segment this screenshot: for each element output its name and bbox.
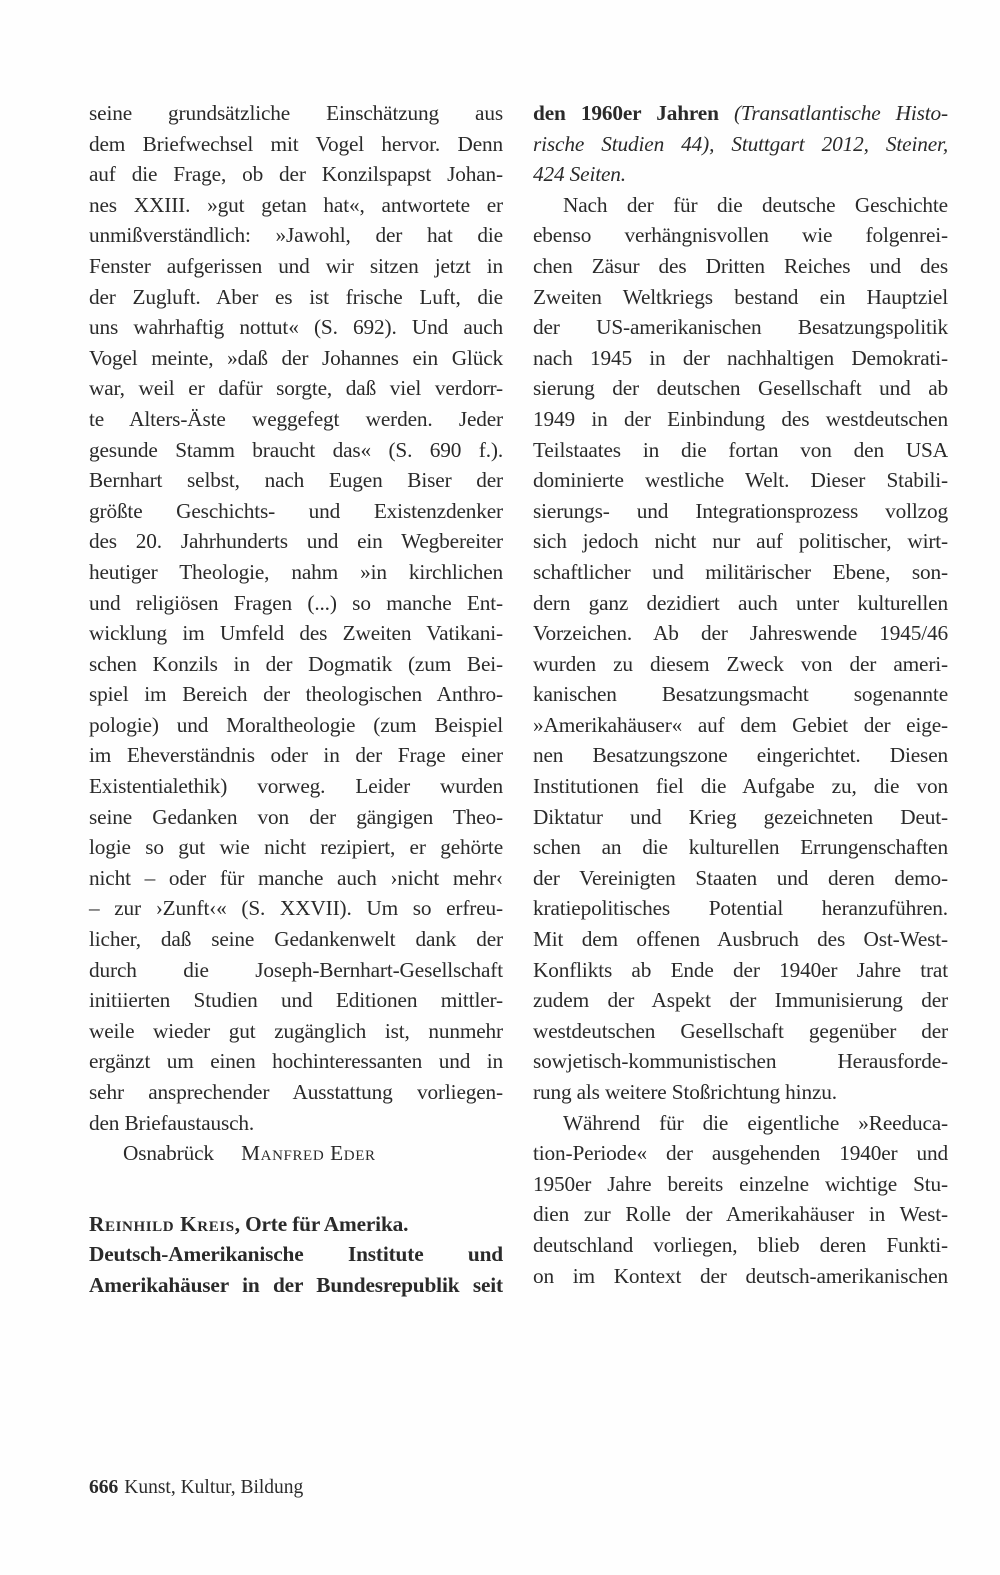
text-line: seine Gedanken von der gängigen Theo-	[89, 804, 503, 829]
text-line: dien zur Rolle der Amerikahäuser in West-	[533, 1202, 948, 1227]
review-body-end	[89, 98, 503, 1138]
text-line: seine grundsätzliche Einschätzung aus	[89, 101, 503, 125]
section-title: Kunst, Kultur, Bildung	[124, 1477, 304, 1498]
review-heading-line: Amerikahäuser in der Bundesrepublik seit	[89, 1272, 503, 1297]
text-line: schaftlicher und militärischer Ebene, son-	[533, 559, 948, 584]
text-line: 1950er Jahre bereits einzelne wichtige Stu-	[533, 1171, 948, 1196]
text-line: spiel im Bereich der theologischen Anthro-	[89, 682, 503, 707]
page-footer	[89, 1473, 303, 1503]
text-line: war, weil er dafür sorgte, daß viel verdorr-	[89, 376, 503, 401]
text-line: des 20. Jahrhunderts und ein Wegbereiter	[89, 529, 503, 554]
text-line: durch die Joseph-Bernhart-Gesellschaft	[89, 957, 503, 982]
text-line: sierung der deutschen Gesellschaft und ab	[533, 376, 948, 401]
right-column	[533, 98, 948, 1291]
text-line: sowjetisch-kommunistischen Herausforde-	[533, 1049, 948, 1074]
left-column	[89, 98, 503, 1301]
text-line: logie so gut wie nicht rezipiert, er gehörte	[89, 835, 503, 860]
text-line: nicht – oder für manche auch ›nicht mehr‹	[89, 865, 503, 890]
text-line: on im Kontext der deutsch-amerikanischen	[533, 1263, 948, 1288]
text-line: wurden zu diesem Zweck von der ameri-	[533, 651, 948, 676]
text-line: »Amerikahäuser« auf dem Gebiet der eige-	[533, 712, 948, 737]
section-gap	[89, 1169, 503, 1209]
review-heading	[89, 1209, 503, 1301]
text-line: licher, daß seine Gedankenwelt dank der	[89, 927, 503, 952]
paragraph	[533, 1108, 948, 1292]
text-line: auf die Frage, ob der Konzilspapst Johan-	[89, 162, 503, 187]
text-line: te Alters-Äste weggefegt werden. Jeder	[89, 406, 503, 431]
signature-author: Manfred Eder	[241, 1141, 376, 1166]
text-line: Bernhart selbst, nach Eugen Biser der	[89, 468, 503, 493]
text-line: initiierten Studien und Editionen mittler-	[89, 988, 503, 1013]
text-line: unmißverständlich: »Jawohl, der hat die	[89, 223, 503, 248]
text-line: sich jedoch nicht nur auf politischer, wirt-	[533, 529, 948, 554]
text-line: dern ganz dezidiert auch unter kulturellen	[533, 590, 948, 615]
review-heading-line	[89, 1209, 503, 1240]
text-line: dem Briefwechsel mit Vogel hervor. Denn	[89, 131, 503, 156]
text-line: Institutionen fiel die Aufgabe zu, die von	[533, 774, 948, 799]
text-line: im Eheverständnis oder in der Frage einer	[89, 743, 503, 768]
text-line: chen Zäsur des Dritten Reiches und des	[533, 253, 948, 278]
review-title-end: den 1960er Jahren	[533, 101, 719, 125]
page-number: 666	[89, 1477, 119, 1498]
review-bibliographic-info: 424 Seiten.	[533, 162, 626, 187]
text-line: wicklung im Umfeld des Zweiten Vatikani-	[89, 621, 503, 646]
text-line: rung als weitere Stoßrichtung hinzu.	[533, 1080, 837, 1104]
text-line: nes XXIII. »gut getan hat«, antwortete er	[89, 192, 503, 217]
review-heading-line	[533, 98, 948, 129]
text-line: westdeutschen Gesellschaft gegenüber der	[533, 1018, 948, 1043]
text-line: größte Geschichts- und Existenzdenker	[89, 498, 503, 523]
review-author: Reinhild Kreis	[89, 1211, 235, 1236]
text-line: – zur ›Zunft‹« (S. XXVII). Um so erfreu-	[89, 896, 503, 921]
text-line: der Zugluft. Aber es ist frische Luft, die	[89, 284, 503, 309]
text-line: Nach der für die deutsche Geschichte	[563, 192, 948, 217]
text-line: Mit dem offenen Ausbruch des Ost-West-	[533, 927, 948, 952]
text-line: pologie) und Moraltheologie (zum Beispiel	[89, 712, 503, 737]
review-title-part: , Orte für Amerika.	[234, 1211, 409, 1236]
text-line: Vorzeichen. Ab der Jahreswende 1945/46	[533, 621, 948, 646]
text-line: Konflikts ab Ende der 1940er Jahre trat	[533, 957, 948, 982]
review-bibliographic-info: (Transatlantische Histo-	[718, 101, 948, 125]
text-line: Vogel meinte, »daß der Johannes ein Glück	[89, 345, 503, 370]
text-line: kratiepolitisches Potential heranzuführen.	[533, 896, 948, 921]
text-line: dominierte westliche Welt. Dieser Stabili-	[533, 468, 948, 493]
review-heading-continued	[533, 98, 948, 190]
text-line: der Vereinigten Staaten und deren demo-	[533, 865, 948, 890]
review-heading-line: Deutsch-Amerikanische Institute und	[89, 1242, 503, 1267]
reviewer-signature	[89, 1138, 503, 1169]
review-bibliographic-info: rische Studien 44), Stuttgart 2012, Steiner,	[533, 131, 948, 156]
text-line: Fenster aufgerissen und wir sitzen jetzt in	[89, 253, 503, 278]
text-line: Zweiten Weltkriegs bestand ein Hauptziel	[533, 284, 948, 309]
text-line: kanischen Besatzungsmacht sogenannte	[533, 682, 948, 707]
text-line: Existentialethik) vorweg. Leider wurden	[89, 774, 503, 799]
text-line: sehr ansprechender Ausstattung vorliegen-	[89, 1080, 503, 1104]
text-line: weile wieder gut zugänglich ist, nunmehr	[89, 1018, 503, 1043]
text-line: sierungs- und Integrationsprozess vollzog	[533, 498, 948, 523]
text-line: der US-amerikanischen Besatzungspolitik	[533, 315, 948, 340]
text-line: Während für die eigentliche »Reeduca-	[563, 1110, 948, 1135]
text-line: Diktatur und Krieg gezeichneten Deut-	[533, 804, 948, 829]
text-line: zudem der Aspekt der Immunisierung der	[533, 988, 948, 1013]
text-line: und religiösen Fragen (...) so manche Ent-	[89, 590, 503, 615]
text-line: ebenso verhängnisvollen wie folgenrei-	[533, 223, 948, 248]
text-line: schen Konzils in der Dogmatik (zum Bei-	[89, 651, 503, 676]
text-line: den Briefaustausch.	[89, 1110, 255, 1135]
text-line: heutiger Theologie, nahm »in kirchlichen	[89, 559, 503, 584]
text-line: nach 1945 in der nachhaltigen Demokrati-	[533, 345, 948, 370]
text-line: nen Besatzungszone eingerichtet. Diesen	[533, 743, 948, 768]
signature-place: Osnabrück	[123, 1141, 214, 1166]
text-line: ergänzt um einen hochinteressanten und in	[89, 1049, 503, 1074]
text-line: gesunde Stamm braucht das« (S. 690 f.).	[89, 437, 503, 462]
text-line: deutschland vorliegen, blieb deren Funkti-	[533, 1232, 948, 1257]
paragraph	[533, 190, 948, 1108]
text-line: 1949 in der Einbindung des westdeutschen	[533, 406, 948, 431]
text-line: tion-Periode« der ausgehenden 1940er und	[533, 1141, 948, 1166]
text-line: schen an die kulturellen Errungenschaften	[533, 835, 948, 860]
text-line: Teilstaates in die fortan von den USA	[533, 437, 948, 462]
text-line: uns wahrhaftig nottut« (S. 692). Und auch	[89, 315, 503, 340]
